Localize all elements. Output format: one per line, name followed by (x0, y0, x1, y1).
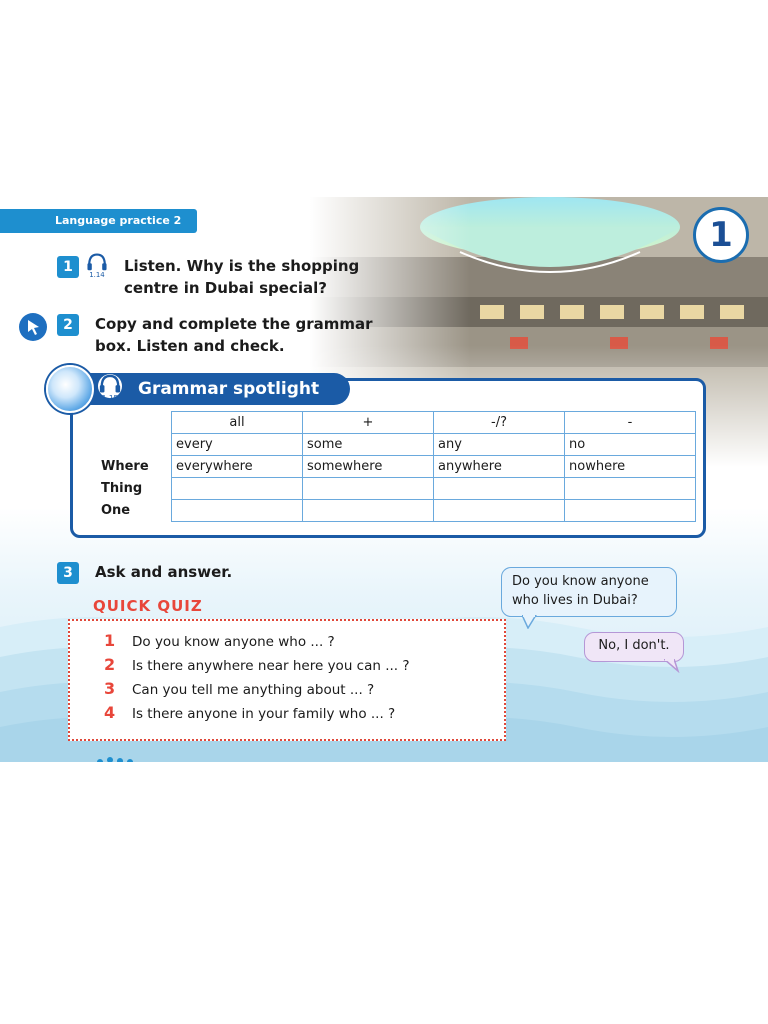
table-cell: somewhere (303, 456, 434, 478)
exercise-1-line-1: Listen. Why is the shopping (124, 257, 360, 275)
symbol-cell: all (172, 412, 303, 434)
quiz-item (104, 679, 374, 700)
quiz-item (104, 655, 410, 676)
exercise-3-number: 3 (57, 562, 79, 584)
table-row (97, 456, 696, 478)
grammar-spotlight-title: Grammar spotlight (138, 379, 320, 399)
decorative-dots (96, 757, 136, 762)
quiz-item-number: 1 (104, 631, 116, 650)
exercise-1-instruction (124, 255, 359, 299)
quiz-item-number: 3 (104, 679, 116, 698)
table-cell: everywhere (172, 456, 303, 478)
row-label: One (101, 502, 131, 518)
table-row (97, 500, 696, 522)
quick-quiz-title: QUICK QUIZ (93, 597, 203, 615)
textbook-page (0, 197, 768, 762)
table-cell (434, 478, 565, 500)
table-cell (303, 500, 434, 522)
table-cell (565, 500, 696, 522)
header-cell: every (172, 434, 303, 456)
symbol-cell: - (565, 412, 696, 434)
exercise-2-number: 2 (57, 314, 79, 336)
headphones-icon[interactable] (98, 373, 122, 401)
exercise-1-line-2: centre in Dubai special? (124, 279, 327, 297)
table-cell: nowhere (565, 456, 696, 478)
header-cell: some (303, 434, 434, 456)
table-cell (434, 500, 565, 522)
symbol-cell: + (303, 412, 434, 434)
header-cell: no (565, 434, 696, 456)
quiz-item (104, 631, 335, 652)
quiz-item-text: Is there anywhere near here you can ... ? (132, 658, 410, 674)
question-speech-bubble (501, 567, 677, 617)
spotlight-globe-icon (46, 365, 94, 413)
exercise-2-line-2: box. Listen and check. (95, 337, 285, 355)
exercise-1-number: 1 (57, 256, 79, 278)
table-cell (565, 478, 696, 500)
quiz-item-text: Can you tell me anything about ... ? (132, 682, 375, 698)
symbol-row (97, 412, 696, 434)
quiz-item-number: 4 (104, 703, 116, 722)
exercise-2-instruction (95, 313, 373, 357)
row-label: Thing (101, 480, 143, 496)
answer-speech-bubble: No, I don't. (584, 632, 684, 662)
unit-number-badge: 1 (693, 207, 749, 263)
quiz-item-text: Do you know anyone who ... ? (132, 634, 335, 650)
bubble-tail (664, 659, 682, 673)
table-cell: anywhere (434, 456, 565, 478)
header-cell: any (434, 434, 565, 456)
question-line-2: who lives in Dubai? (512, 593, 638, 608)
bubble-tail (522, 615, 540, 629)
table-cell (172, 478, 303, 500)
question-line-1: Do you know anyone (512, 574, 649, 589)
grammar-table (97, 411, 696, 522)
headphones-icon[interactable] (84, 252, 110, 278)
table-cell (172, 500, 303, 522)
quiz-item-text: Is there anyone in your family who ... ? (132, 706, 396, 722)
audio-track-2: 1.15 (101, 392, 119, 401)
exercise-2-line-1: Copy and complete the grammar (95, 315, 373, 333)
table-cell (303, 478, 434, 500)
section-tab: Language practice 2 (0, 209, 197, 233)
table-row (97, 478, 696, 500)
exercise-3-instruction: Ask and answer. (95, 563, 233, 581)
symbol-cell: -/? (434, 412, 565, 434)
quiz-item-number: 2 (104, 655, 116, 674)
row-label: Where (101, 458, 149, 474)
quiz-item (104, 703, 395, 724)
header-row (97, 434, 696, 456)
cursor-icon[interactable] (19, 313, 47, 341)
audio-track-1: 1.14 (89, 271, 105, 278)
